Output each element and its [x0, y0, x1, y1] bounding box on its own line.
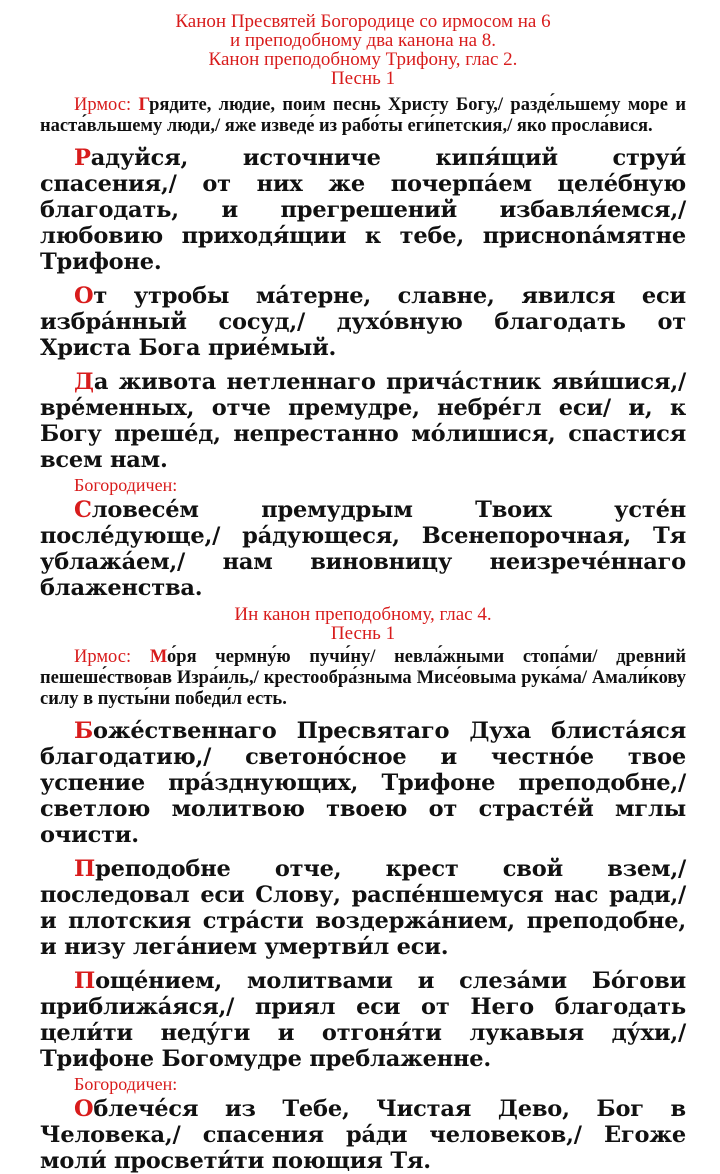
theotokion-label: Богородичен: [74, 1074, 178, 1094]
troparion [40, 283, 686, 361]
drop-cap: М [149, 647, 168, 667]
irmos-text: о́ря чермну́ю пучи́ну/ невла́жными стопа́ми/ древний пешеше́ствовав Изра́иль,/ крестообра́зныма Мисе́овыма рука́ма/ Амали́кову силу в пусты́ни победи́л есть. [40, 647, 686, 709]
troparion [40, 718, 686, 848]
page [40, 12, 686, 1174]
troparion [40, 145, 686, 275]
irmos [40, 95, 686, 137]
theotokion [40, 497, 686, 601]
header-line-1: Канон Пресвятей Богородице со ирмосом на 6 [175, 11, 551, 32]
troparion-text: т утробы ма́терне, славне, явился еси избра́нный сосуд,/ духо́вную благодать от Христа Бога прие́мый. [40, 283, 686, 361]
irmos [40, 647, 686, 710]
canon2-title: Ин канон преподобному, глас 4. [234, 604, 492, 625]
ode-title: Песнь 1 [330, 623, 396, 644]
drop-cap: П [74, 968, 96, 994]
irmos-text: рядите, людие, поим песнь Христу Богу,/ разде́льшему море и наста́вльшему люди,/ яже изведе́ из рабо́ты еги́петския,/ яко просла́вися. [40, 95, 686, 136]
troparion-text: оже́ственнаго Пресвятаго Духа блиста́яся благодатию,/ светоно́сное и честно́е твое успение пра́зднующих, Трифоне преподобне,/ светлою молитвою твоею от страсте́й мглы очисти. [40, 718, 686, 848]
drop-cap: Р [74, 145, 91, 171]
theotokion-text: блече́ся из Тебе, Чистая Дево, Бог в Человека,/ спасения ра́ди человеков,/ Егоже моли́ просвети́ти поющия Тя. [40, 1096, 686, 1174]
troparion [40, 369, 686, 473]
troparion-text: още́нием, молитвами и слеза́ми Бо́гови приближа́яся,/ приял еси от Него благодать цели́ти неду́ги и отгоня́ти лукавыя ду́хи,/ Трифоне Богомудре преблаженне. [40, 968, 686, 1072]
drop-cap: С [74, 497, 92, 523]
header-line-3: Канон преподобному Трифону, глас 2. [208, 49, 518, 70]
drop-cap: Д [74, 369, 94, 395]
troparion-text: реподобне отче, крест свой взем,/ последовал еси Слову, распе́ншемуся нас ради,/ и плотския стра́сти воздержа́нием, преподобне, и низу лега́нием умертви́л еси. [40, 856, 686, 960]
theotokion [40, 1096, 686, 1174]
canon-header [40, 12, 686, 88]
troparion [40, 856, 686, 960]
drop-cap: Г [138, 95, 150, 115]
drop-cap: Б [74, 718, 94, 744]
troparion [40, 968, 686, 1072]
drop-cap: О [74, 283, 94, 309]
theotokion-text: ловесе́м премудрым Твоих усте́н после́дующе,/ ра́дующеся, Всенепорочная, Тя ублажа́ем,/ нам виновницу неизрече́ннаго блаженства. [40, 497, 686, 601]
irmos-label: Ирмос: [74, 95, 139, 115]
canon2-header [40, 605, 686, 643]
troparion-text: адуйся, источниче кипя́щий струи́ спасения,/ от них же почерпа́ем целе́бную благодать, и прегрешений избавля́емся,/ любовию приходя́щии к тебе, присноnа́мятне Трифоне. [40, 145, 686, 275]
header-line-2: и преподобному два канона на 8. [229, 30, 497, 51]
theotokion-label: Богородичен: [74, 475, 178, 495]
drop-cap: П [74, 856, 96, 882]
ode-title: Песнь 1 [330, 68, 396, 89]
irmos-label: Ирмос: [74, 647, 150, 667]
troparion-text: а живота нетленнаго прича́стник яви́шися,/ вре́менных, отче премудре, небре́гл еси/ и, к Богу преше́д, непрестанно мо́лишися, спастися всем нам. [40, 369, 686, 473]
drop-cap: О [74, 1096, 94, 1122]
